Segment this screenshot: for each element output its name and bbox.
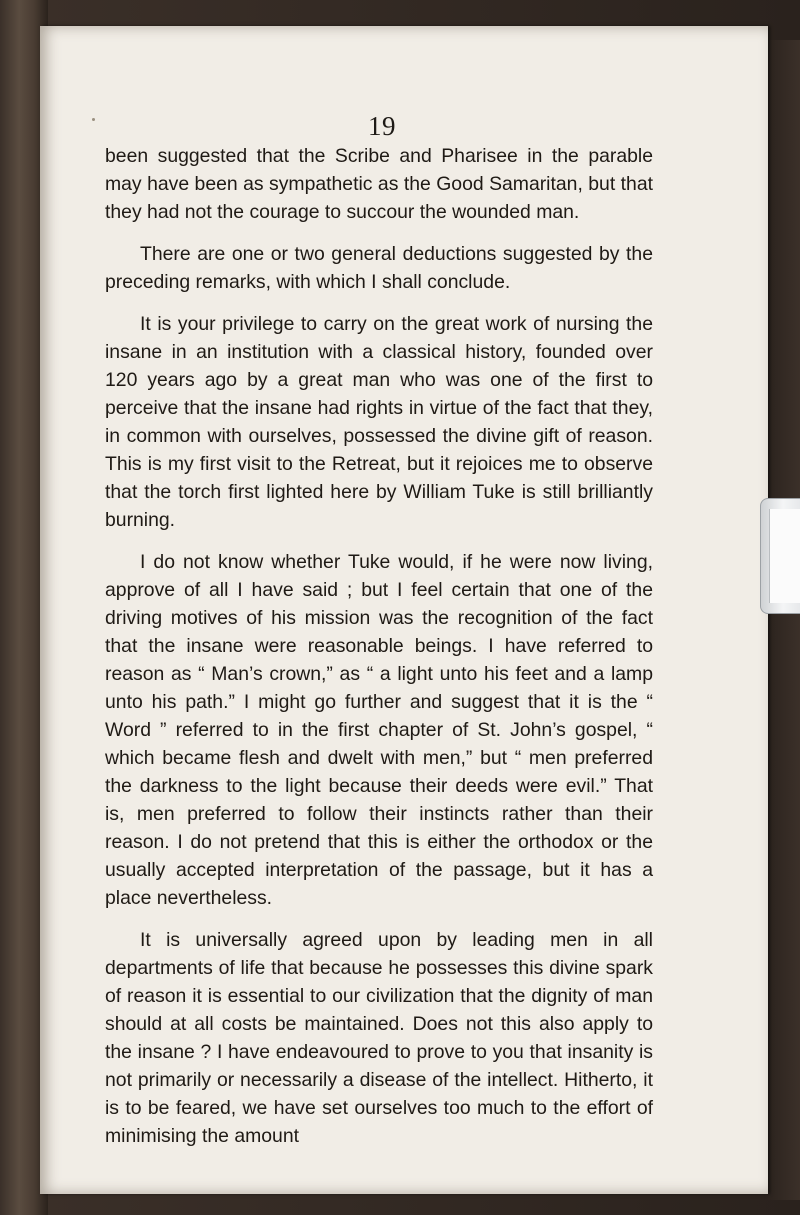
paper-speck: [92, 118, 95, 121]
page-edge: [764, 40, 800, 1200]
paragraph-deductions: There are one or two general deductions suggested by the preceding remarks, with which I shall conclude.: [105, 243, 653, 293]
paragraph-reason: It is universally agreed upon by leading men in all departments of life that because he possesses this divine spark of reason it is essential to our civilization that the dignity of man should at all costs be maintained. Does not this also apply to the insane ? I have endeavoured to prove to you that insanity is not primarily or necessarily a disease of the intellect. Hitherto, it is to be feared, we have set ourselves too much to the effort of minimising the amount: [105, 929, 653, 1147]
page-marker-tab-face: [769, 509, 800, 603]
paragraph-tuke: I do not know whether Tuke would, if he were now living, approve of all I have said ; but I feel certain that one of the driving motives of his mission was the recognition of the fact that the insane were reasonable beings. I have referred to reason as “ Man’s crown,” as “ a light unto his feet and a lamp unto his path.” I might go further and suggest that it is the “ Word ” referred to in the first chapter of St. John’s gospel, “ which became flesh and dwelt with men,” but “ men preferred the darkness to the light because their deeds were evil.” That is, men preferred to follow their instincts rather than their reason. I do not pretend that this is either the orthodox or the usually accepted interpretation of the passage, but it has a place nevertheless.: [105, 551, 653, 909]
page-marker-tab: [760, 498, 800, 614]
page-body-text: [105, 142, 653, 1164]
paragraph-privilege: It is your privilege to carry on the great work of nursing the insane in an institution with a classical history, founded over 120 years ago by a great man who was one of the first to perceive that the insane had rights in virtue of the fact that they, in common with ourselves, possessed the divine gift of reason. This is my first visit to the Retreat, but it rejoices me to observe that the torch first lighted here by William Tuke is still brilliantly burning.: [105, 313, 653, 531]
page-number: 19: [368, 111, 396, 141]
paragraph-continuation: been suggested that the Scribe and Pharisee in the parable may have been as sympathetic as the Good Samaritan, but that they had not the courage to succour the wounded man.: [105, 145, 653, 223]
